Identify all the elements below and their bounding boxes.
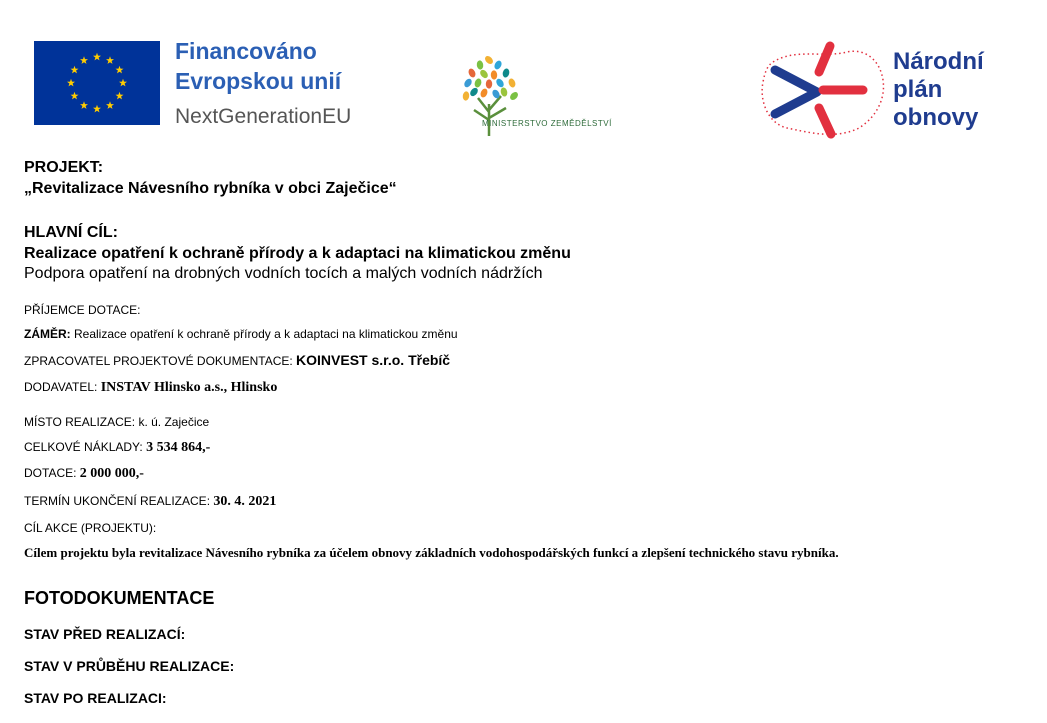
- tree-leaf-icon: [474, 78, 483, 89]
- npo-logo-line3: obnovy: [893, 104, 979, 131]
- subsidy-row: [24, 466, 144, 482]
- costs-label: CELKOVÉ NÁKLADY:: [24, 440, 147, 454]
- photos-before: STAV PŘED REALIZACÍ:: [24, 626, 186, 642]
- eu-star-icon: [106, 56, 114, 64]
- tree-leaf-icon: [462, 91, 469, 101]
- npo-mark-icon: [755, 40, 890, 142]
- place-value: k. ú. Zaječice: [138, 415, 210, 429]
- end-sep: :: [206, 494, 214, 508]
- goal-line2: Podpora opatření na drobných vodních tocích a malých vodních nádržích: [24, 265, 543, 282]
- npo-logo-line1: Národní: [893, 48, 984, 75]
- subsidy-value: 2 000 000,-: [79, 466, 144, 481]
- end-label: TERMÍN UKONČENÍ REALIZACE: [24, 494, 207, 508]
- subsidy-label: DOTACE:: [24, 466, 80, 480]
- tree-leaf-icon: [476, 60, 484, 70]
- tree-leaf-icon: [507, 78, 516, 89]
- eu-star-icon: [106, 101, 114, 109]
- tree-leaf-icon: [463, 77, 473, 88]
- project-name: „Revitalizace Návesního rybníka v obci Zaječice“: [24, 180, 397, 197]
- tree-leaf-icon: [483, 54, 494, 65]
- end-row: [24, 494, 276, 510]
- goal-heading: HLAVNÍ CÍL:: [24, 224, 118, 241]
- aim-label: CÍL AKCE (PROJEKTU):: [24, 521, 157, 535]
- photos-heading: FOTODOKUMENTACE: [24, 588, 215, 608]
- intent-value: Realizace opatření k ochraně přírody a k adaptaci na klimatickou změnu: [70, 327, 458, 341]
- aim-text: Cílem projektu byla revitalizace Návesního rybníka za účelem obnovy základních vodohospodářských funkcí a zlepšení technického stavu rybníka.: [24, 545, 839, 560]
- eu-logo-line2: Evropskou unií: [175, 68, 342, 94]
- tree-leaf-icon: [479, 88, 488, 99]
- eu-star-icon: [119, 79, 127, 87]
- eu-star-icon: [80, 56, 88, 64]
- eu-logo-line1: Financováno: [175, 38, 317, 64]
- tree-leaf-icon: [469, 86, 480, 97]
- ministry-name: MINISTERSTVO ZEMĚDĚLSTVÍ: [482, 119, 612, 128]
- npo-logo-line2: plán: [893, 76, 943, 103]
- photos-after: STAV PO REALIZACI:: [24, 690, 167, 706]
- eu-star-icon: [93, 53, 101, 61]
- place-label: MÍSTO REALIZACE:: [24, 415, 139, 429]
- eu-star-icon: [116, 92, 124, 100]
- costs-row: [24, 440, 210, 456]
- eu-star-icon: [93, 105, 101, 113]
- costs-value: 3 534 864,-: [146, 440, 211, 455]
- tree-leaf-icon: [509, 90, 520, 101]
- tree-leaf-icon: [479, 68, 490, 79]
- supplier-label: DODAVATEL:: [24, 380, 101, 394]
- tree-leaf-icon: [493, 59, 503, 70]
- intent-row: [24, 327, 458, 341]
- end-value: 30. 4. 2021: [213, 494, 277, 509]
- supplier-row: [24, 380, 277, 396]
- eu-star-icon: [80, 101, 88, 109]
- designer-value: KOINVEST s.r.o. Třebíč: [296, 352, 451, 368]
- eu-star-icon: [71, 92, 79, 100]
- eu-stars-icon: [34, 41, 160, 125]
- place-row: [24, 415, 209, 429]
- intent-label: ZÁMĚR:: [24, 327, 71, 341]
- tree-leaf-icon: [495, 77, 506, 88]
- eu-flag-logo: [34, 41, 160, 125]
- eu-star-icon: [116, 66, 124, 74]
- tree-leaf-icon: [491, 70, 498, 80]
- photos-during: STAV V PRŮBĚHU REALIZACE:: [24, 658, 235, 674]
- eu-star-icon: [71, 66, 79, 74]
- eu-logo-line3: NextGenerationEU: [175, 105, 352, 128]
- tree-leaf-icon: [500, 87, 508, 97]
- designer-label: ZPRACOVATEL PROJEKTOVÉ DOKUMENTACE:: [24, 354, 297, 368]
- goal-line1: Realizace opatření k ochraně přírody a k adaptaci na klimatickou změnu: [24, 245, 571, 262]
- recipient-label: PŘÍJEMCE DOTACE:: [24, 303, 141, 317]
- tree-leaf-icon: [502, 68, 510, 78]
- tree-leaf-icon: [467, 67, 477, 78]
- project-heading: PROJEKT:: [24, 159, 104, 176]
- supplier-value: INSTAV Hlinsko a.s., Hlinsko: [100, 380, 278, 395]
- designer-row: [24, 352, 450, 368]
- tree-leaf-icon: [486, 79, 493, 88]
- eu-star-icon: [67, 79, 75, 87]
